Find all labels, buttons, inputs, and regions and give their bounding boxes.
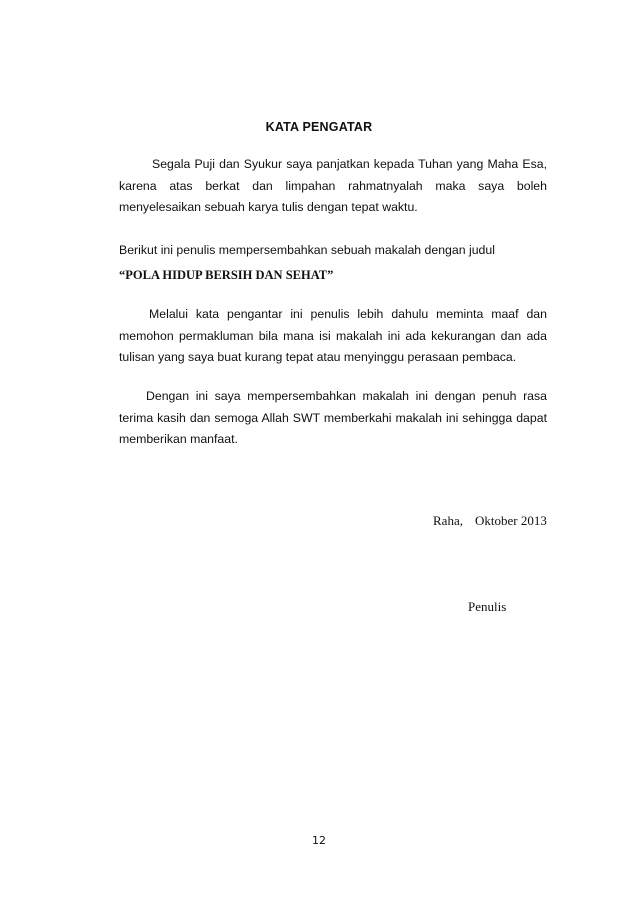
signature-date: Oktober 2013 — [474, 513, 547, 528]
signature-place-date — [433, 513, 547, 529]
page-title: KATA PENGATAR — [265, 120, 373, 134]
paragraph-apology: Melalui kata pengantar ini penulis lebih dahulu meminta maaf dan memohon permakluman bila mana isi makalah ini ada kekurangan dan ada tulisan yang saya buat kurang tepat atau menyinggu perasaan pembaca. — [119, 307, 547, 364]
paragraph-opening: Segala Puji dan Syukur saya panjatkan kepada Tuhan yang Maha Esa, karena atas berkat dan limpahan rahmatnyalah maka saya boleh menyelesaikan sebuah karya tulis dengan tepat waktu. — [119, 157, 547, 214]
paper-title: “POLA HIDUP BERSIH DAN SEHAT” — [119, 268, 334, 282]
signature-author: Penulis — [468, 599, 507, 614]
signature-place: Raha, — [433, 513, 463, 528]
paragraph-intro-title: Berikut ini penulis mempersembahkan sebuah makalah dengan judul — [119, 243, 495, 257]
paragraph-closing: Dengan ini saya mempersembahkan makalah ini dengan penuh rasa terima kasih dan semoga Allah SWT memberkahi makalah ini sehingga dapat memberikan manfaat. — [119, 389, 547, 446]
page-number: 12 — [312, 834, 326, 847]
